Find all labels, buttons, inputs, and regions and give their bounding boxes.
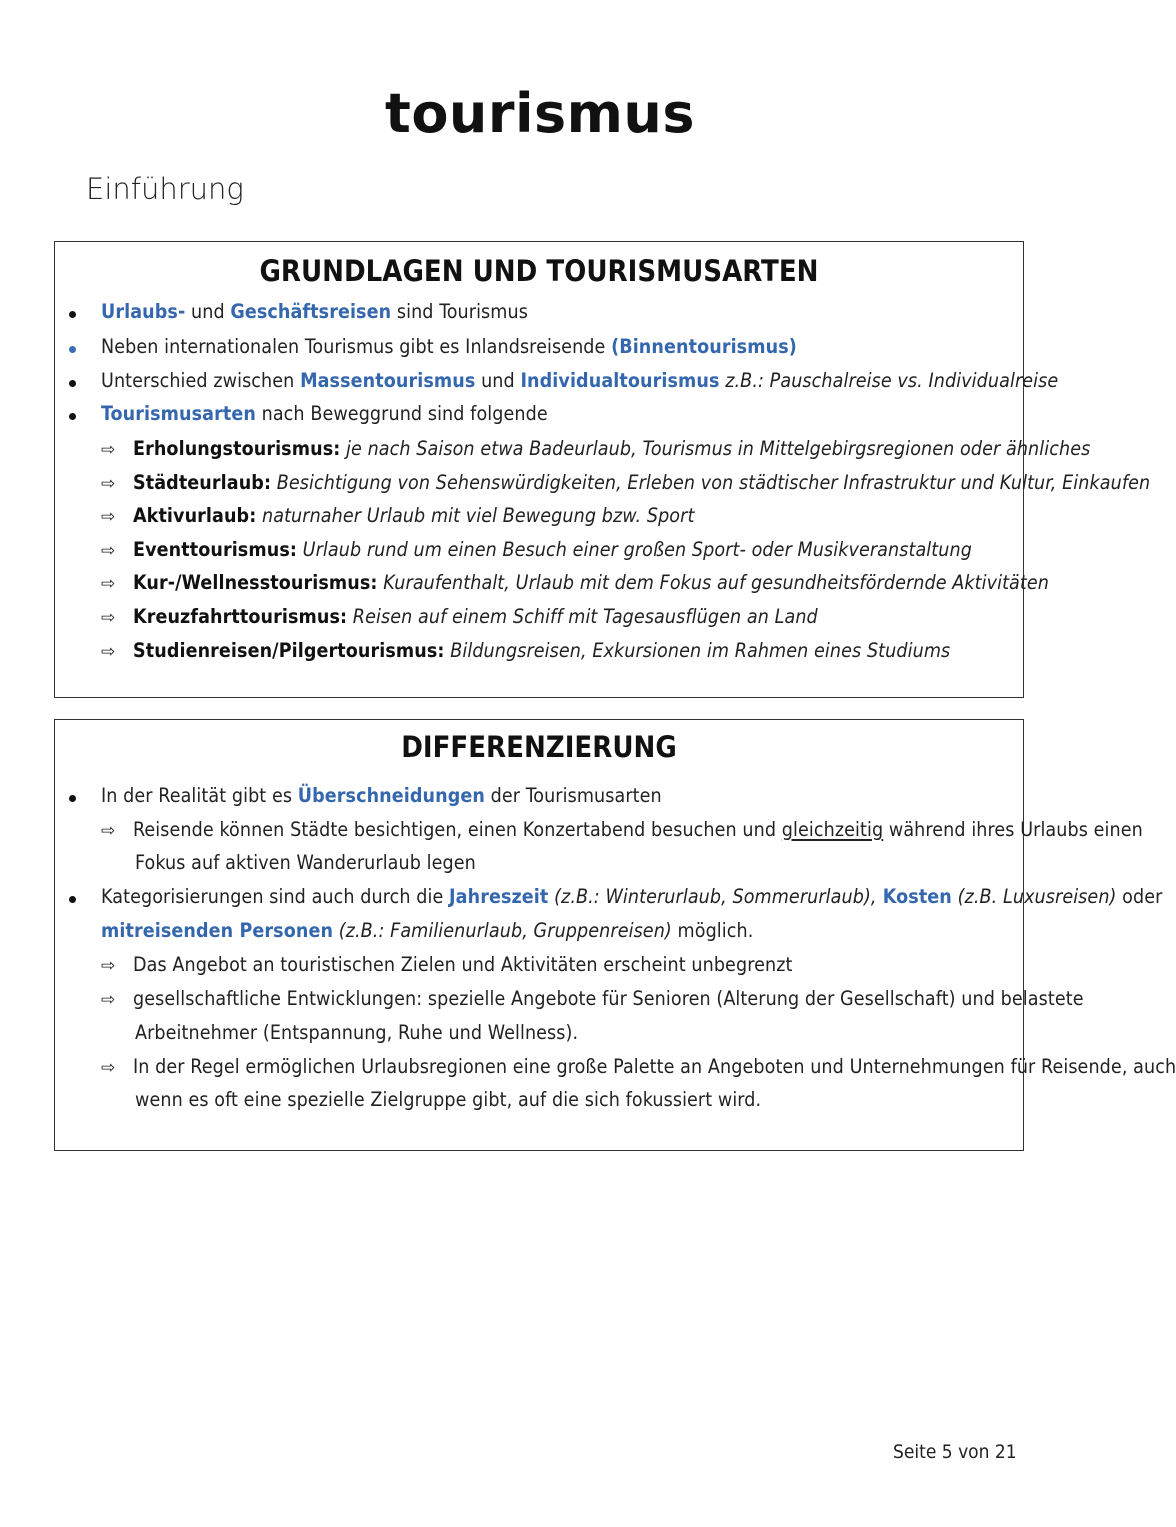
term: mitreisenden Personen [101,919,334,942]
bullet-icon [69,795,76,802]
arrow-icon: ⇨ [101,608,116,628]
bullet-icon [69,311,76,318]
section-heading: GRUNDLAGEN UND TOURISMUSARTEN [259,254,819,288]
page-title: tourismus [385,82,695,145]
list-item [101,402,548,425]
arrow-item-continuation: wenn es oft eine spezielle Zielgruppe gibt, auf die sich fokussiert wird. [135,1088,762,1111]
list-item-continuation: mitreisenden Personen (z.B.: Familienurlaub, Gruppenreisen) möglich. [101,919,754,942]
arrow-item-continuation: Arbeitnehmer (Entspannung, Ruhe und Wellness). [135,1021,579,1044]
arrow-icon: ⇨ [101,474,116,494]
arrow-icon: ⇨ [101,642,116,662]
arrow-item: ⇨ In der Regel ermöglichen Urlaubsregionen eine große Palette an Angeboten und Unternehmungen für Reisende, auch [101,1055,1176,1078]
page-number: Seite 5 von 21 [893,1441,1017,1463]
text: Neben internationalen Tourismus gibt es Inlandsreisende [101,335,612,358]
section-differenzierung [54,719,1176,1151]
underlined-word: gleichzeitig [781,818,884,841]
section-heading: DIFFERENZIERUNG [401,730,677,764]
term: Geschäftsreisen [230,300,392,323]
arrow-icon: ⇨ [101,956,116,976]
section-grundlagen [54,241,1151,698]
arrow-item-continuation: Fokus auf aktiven Wanderurlaub legen [135,851,476,874]
term: Überschneidungen [297,784,485,807]
term: Individualtourismus [520,369,720,392]
list-item [101,300,528,323]
list-item [101,369,1058,392]
type-item: ⇨ Eventtourismus: Urlaub rund um einen Besuch einer großen Sport- oder Musikveranstaltung [101,538,972,561]
bullet-icon [69,413,76,420]
list-item: In der Realität gibt es Überschneidungen der Tourismusarten [101,784,662,807]
arrow-icon: ⇨ [101,440,116,460]
text: sind Tourismus [391,300,528,323]
type-item: ⇨ Städteurlaub: Besichtigung von Sehenswürdigkeiten, Erleben von städtischer Infrastruktur und Kultur, Einkaufen [101,471,1151,494]
type-item: ⇨ Studienreisen/Pilgertourismus: Bildungsreisen, Exkursionen im Rahmen eines Studiums [101,639,951,662]
type-item: ⇨ Aktivurlaub: naturnaher Urlaub mit viel Bewegung bzw. Sport [101,504,695,527]
text: Unterschied zwischen [101,369,301,392]
term: Tourismusarten [101,402,256,425]
type-item: ⇨ Kur-/Wellnesstourismus: Kuraufenthalt, Urlaub mit dem Fokus auf gesundheitsfördernde Aktivitäten [101,571,1049,594]
list-item [101,335,797,358]
term: Urlaubs- [101,300,186,323]
bullet-icon [69,346,76,353]
term: Kosten [876,885,952,908]
arrow-icon: ⇨ [101,1058,116,1078]
page-subtitle: Einführung [86,172,244,206]
term: (Binnentourismus) [611,335,797,358]
bullet-icon [69,896,76,903]
type-item: ⇨ Erholungstourismus: je nach Saison etwa Badeurlaub, Tourismus in Mittelgebirgsregionen oder ähnliches [101,437,1091,460]
arrow-item: ⇨ Reisende können Städte besichtigen, einen Konzertabend besuchen und gleichzeitig während ihres Urlaubs einen [101,818,1143,841]
arrow-item: ⇨ Das Angebot an touristischen Zielen und Aktivitäten erscheint unbegrenzt [101,953,793,976]
arrow-icon: ⇨ [101,541,116,561]
text: und [475,369,521,392]
text: nach Beweggrund sind folgende [255,402,548,425]
bullet-icon [69,380,76,387]
arrow-icon: ⇨ [101,990,116,1010]
type-item: ⇨ Kreuzfahrttourismus: Reisen auf einem Schiff mit Tagesausflügen an Land [101,605,818,628]
arrow-icon: ⇨ [101,507,116,527]
arrow-icon: ⇨ [101,821,116,841]
term: Jahreszeit [449,885,549,908]
text: und [185,300,231,323]
list-item: Kategorisierungen sind auch durch die Jahreszeit (z.B.: Winterurlaub, Sommerurlaub), Kosten (z.B. Luxusreisen) oder [101,885,1163,908]
term: Massentourismus [300,369,476,392]
arrow-item: ⇨ gesellschaftliche Entwicklungen: spezielle Angebote für Senioren (Alterung der Gesellschaft) und belastete [101,987,1084,1010]
arrow-icon: ⇨ [101,574,116,594]
example: z.B.: Pauschalreise vs. Individualreise [719,369,1059,392]
